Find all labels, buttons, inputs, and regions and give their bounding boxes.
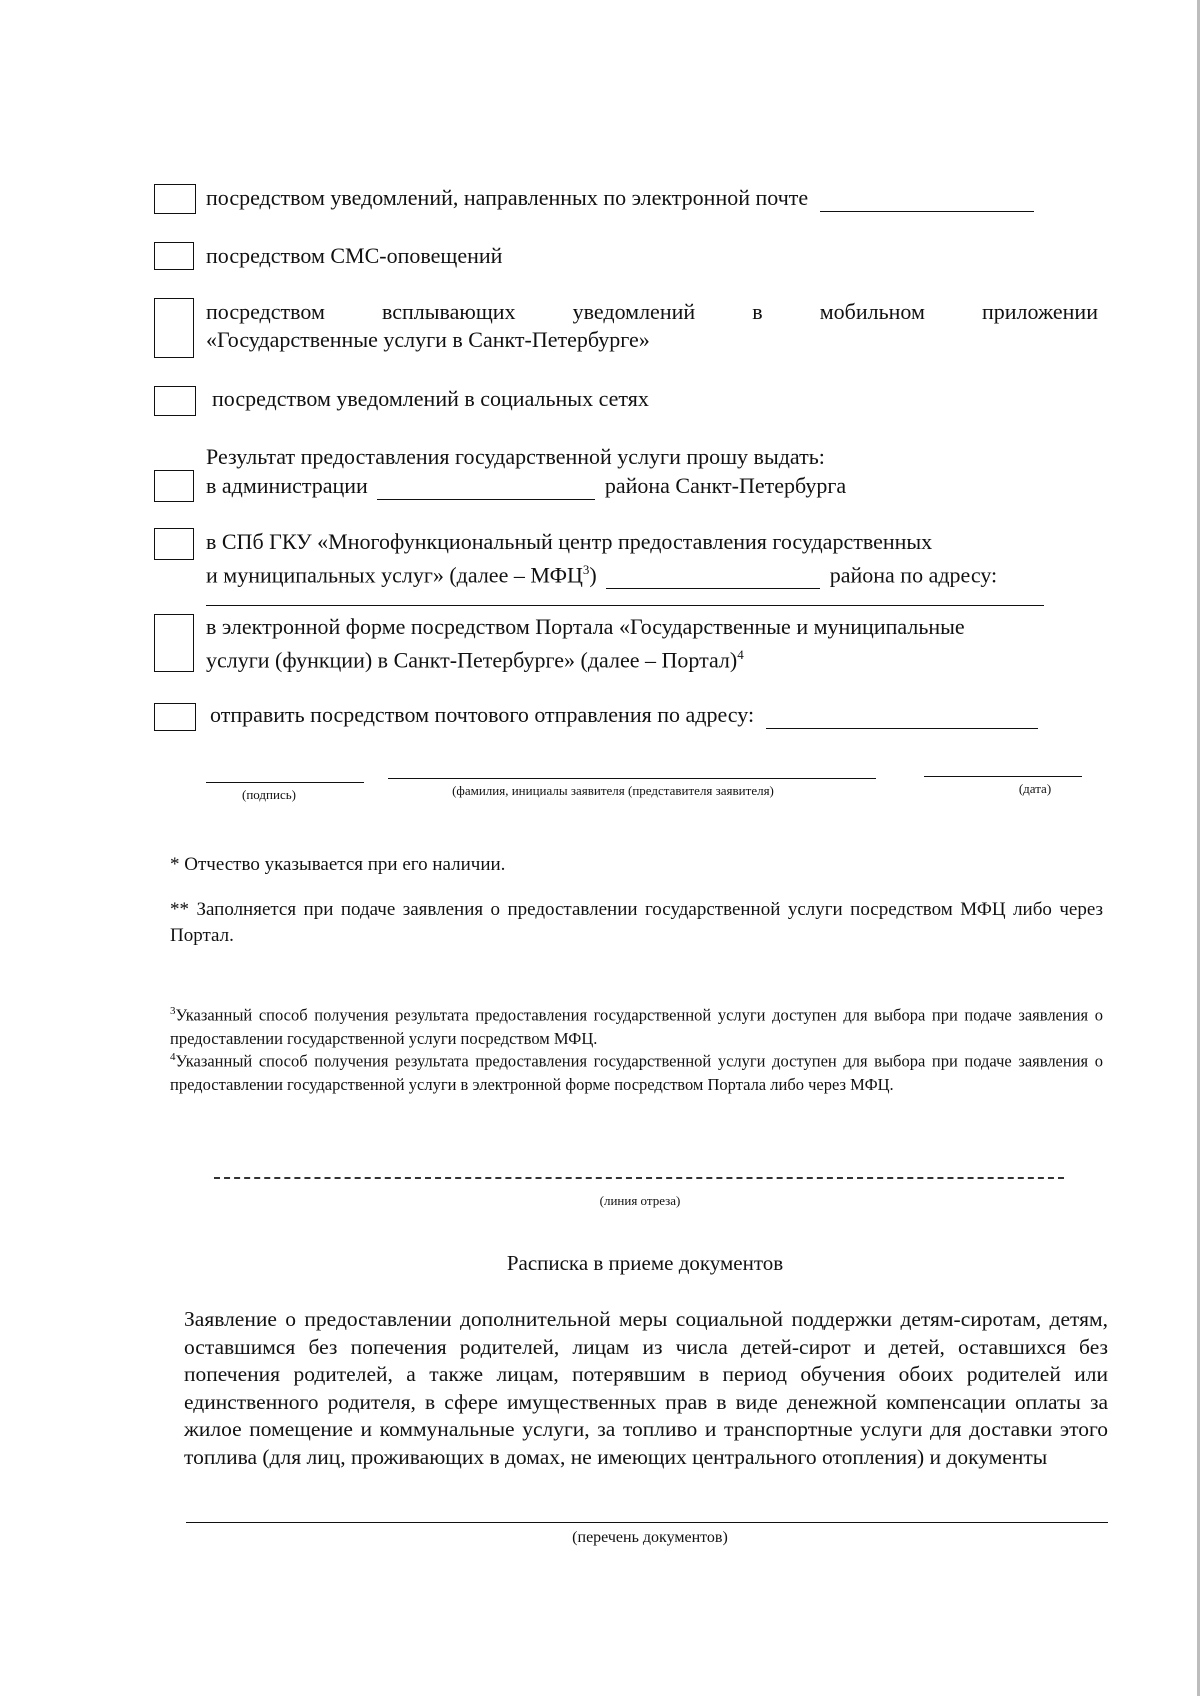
mfc-option-line1: в СПб ГКУ «Многофункциональный центр предоставления государственных: [206, 529, 933, 554]
documents-list-caption: (перечень документов): [572, 1529, 728, 1546]
footnote-3: [170, 1000, 1103, 1050]
email-field[interactable]: [820, 189, 1034, 212]
footnote-ref-3[interactable]: 3: [582, 562, 590, 577]
post-checkbox[interactable]: [154, 703, 196, 731]
portal-checkbox[interactable]: [154, 614, 194, 672]
documents-list-field[interactable]: [186, 1522, 1108, 1523]
signature-caption: (подпись): [242, 787, 296, 802]
admin-checkbox[interactable]: [154, 470, 194, 502]
cut-line: [214, 1177, 1064, 1179]
mfc-option-line2-prefix: и муниципальных услуг» (далее – МФЦ: [206, 562, 583, 588]
note-fill: ** Заполняется при подаче заявления о предоставлении государственной услуги посредством МФЦ либо через Портал.: [170, 899, 1103, 946]
mfc-option-paren: ): [589, 562, 597, 588]
app-word: приложении: [982, 299, 1098, 324]
mfc-checkbox[interactable]: [154, 528, 194, 560]
name-caption: (фамилия, инициалы заявителя (представителя заявителя): [452, 783, 774, 798]
mfc-option: [206, 528, 997, 589]
portal-option-line1: в электронной форме посредством Портала «Государственные и муниципальные: [206, 614, 965, 639]
social-option-label: посредством уведомлений в социальных сетях: [212, 386, 649, 411]
app-checkbox[interactable]: [154, 298, 194, 358]
email-option-label: посредством уведомлений, направленных по электронной почте: [206, 185, 809, 210]
portal-option: [206, 613, 965, 674]
result-heading: Результат предоставления государственной услуги прошу выдать:: [206, 444, 825, 469]
mfc-option-line2-suffix: района по адресу:: [829, 562, 998, 588]
app-option-line2: «Государственные услуги в Санкт-Петербурге»: [206, 327, 650, 352]
footnote-4: [170, 1046, 1103, 1096]
footnote-4-mark: 4: [170, 1051, 176, 1063]
footnote-4-text: Указанный способ получения результата предоставления государственной услуги доступен для выбора при подаче заявления о предоставлении государственной услуги в электронной форме посредством Портала либо через МФЦ.: [170, 1051, 1103, 1094]
receipt-body: Заявление о предоставлении дополнительной меры социальной поддержки детям-сиротам, детям, оставшимся без попечения родителей, лицам из числа детей-сирот и детей, оставшихся без попечения родителей, а также лицам, потерявшим в период обучения обоих родителей или единственного родителя, в сфере имущественных прав в виде денежной компенсации оплаты за жилое помещение и коммунальные услуги, за топливо и транспортные услуги для доставки этого топлива (для лиц, проживающих в домах, не имеющих центрального отопления) и документы: [184, 1307, 1108, 1469]
app-word: мобильном: [819, 299, 925, 324]
mfc-district-field[interactable]: [606, 566, 820, 589]
name-line[interactable]: [388, 778, 876, 779]
portal-option-line2: [206, 641, 965, 674]
email-checkbox[interactable]: [154, 184, 196, 214]
app-word: в: [752, 299, 763, 324]
admin-option-suffix: района Санкт-Петербурга: [604, 473, 847, 498]
admin-option-prefix: в администрации: [206, 473, 368, 498]
signature-line[interactable]: [206, 782, 364, 783]
email-option: [206, 184, 1096, 212]
date-caption: (дата): [1018, 781, 1052, 796]
mfc-address-field[interactable]: [206, 605, 1044, 606]
app-word: уведомлений: [572, 299, 696, 324]
footnote-3-text: Указанный способ получения результата предоставления государственной услуги доступен для выбора при подаче заявления о предоставлении государственной услуги посредством МФЦ.: [170, 1005, 1103, 1048]
date-line[interactable]: [924, 776, 1082, 777]
note-patronymic: * Отчество указывается при его наличии.: [170, 854, 506, 875]
app-option: [206, 298, 1098, 354]
cut-caption: (линия отреза): [599, 1193, 681, 1208]
social-checkbox[interactable]: [154, 386, 196, 416]
post-option: [210, 701, 1100, 729]
sms-option-label: посредством СМС-оповещений: [206, 243, 503, 268]
footnote-ref-4[interactable]: 4: [737, 647, 744, 662]
receipt-title: Расписка в приеме документов: [506, 1251, 784, 1275]
sms-checkbox[interactable]: [154, 242, 194, 270]
app-word: всплывающих: [381, 299, 516, 324]
app-word: посредством: [206, 299, 325, 324]
mfc-option-line2: [206, 556, 997, 589]
footnote-3-mark: 3: [170, 1005, 176, 1017]
app-option-line1: [206, 298, 1098, 326]
admin-district-field[interactable]: [377, 477, 595, 500]
post-address-field[interactable]: [766, 706, 1038, 729]
portal-option-line2-text: услуги (функции) в Санкт-Петербурге» (далее – Портал): [206, 647, 738, 673]
post-option-label: отправить посредством почтового отправления по адресу:: [210, 702, 755, 727]
admin-option: [206, 472, 846, 500]
